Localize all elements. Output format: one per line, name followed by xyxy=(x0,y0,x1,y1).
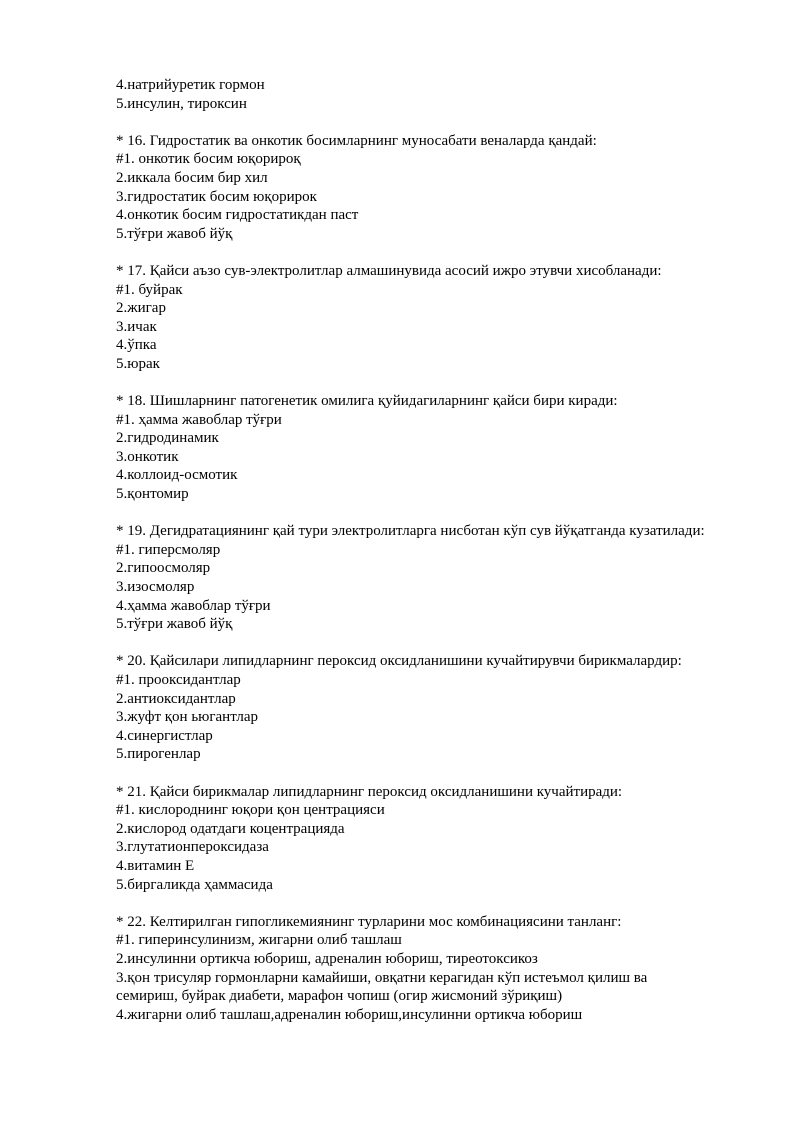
spacer xyxy=(116,243,756,262)
option: 4.коллоид-осмотик xyxy=(116,467,238,484)
option: 2.жигар xyxy=(116,300,166,317)
option: 2.иккала босим бир хил xyxy=(116,169,268,186)
document-page xyxy=(116,76,756,1024)
option: 5.биргаликда ҳаммасида xyxy=(116,876,273,893)
option: 5.қонтомир xyxy=(116,486,189,503)
question-title: * 16. Гидростатик ва онкотик босимларнинг муносабати веналарда қандай: xyxy=(116,132,597,149)
option: 2.антиоксидантлар xyxy=(116,690,236,707)
option: 4.витамин Е xyxy=(116,857,195,874)
question-title: * 19. Дегидратациянинг қай тури электролитларга нисботан кўп сув йўқатганда кузатилади: xyxy=(116,523,705,540)
option: 4.онкотик босим гидростатикдан паст xyxy=(116,207,359,224)
question-20 xyxy=(116,652,756,764)
option: 2.кислород одатдаги коцентрацияда xyxy=(116,820,345,837)
option: 4.ўпка xyxy=(116,337,157,354)
option: 5.пирогенлар xyxy=(116,746,201,763)
option: 4.ҳамма жавоблар тўғри xyxy=(116,597,271,614)
spacer xyxy=(116,504,756,523)
option: #1. онкотик босим юқорироқ xyxy=(116,151,301,168)
question-17 xyxy=(116,262,756,374)
option: 3.қон трисуляр гормонларни камайиши, овқатни керагидан кўп истеъмол қилиш ва xyxy=(116,969,648,986)
option: #1. прооксидантлар xyxy=(116,672,241,688)
spacer xyxy=(116,113,756,132)
option: 5.инсулин, тироксин xyxy=(116,95,247,112)
spacer xyxy=(116,894,756,913)
option: #1. буйрак xyxy=(116,281,183,298)
spacer xyxy=(116,764,756,783)
question-title: * 22. Келтирилган гипогликемиянинг турларини мос комбинациясини танланг: xyxy=(116,913,622,930)
question-21 xyxy=(116,783,756,895)
option: 3.ичак xyxy=(116,318,157,335)
question-18 xyxy=(116,392,756,504)
option: 5.тўғри жавоб йўқ xyxy=(116,225,233,242)
option: 4.синергистлар xyxy=(116,727,213,744)
option: 3.изосмоляр xyxy=(116,579,195,596)
option: 4.натрийуретик гормон xyxy=(116,77,265,93)
spacer xyxy=(116,634,756,653)
option: 3.жуфт қон ьюгантлар xyxy=(116,709,259,726)
option: 5.тўғри жавоб йўқ xyxy=(116,616,233,633)
option: #1. гиперсмоляр xyxy=(116,541,221,558)
option: 3.гидростатик босим юқорирок xyxy=(116,188,317,205)
option: 2.гидродинамик xyxy=(116,430,219,447)
option: 2.инсулинни ортикча юбориш, адреналин юбориш, тиреотоксикоз xyxy=(116,950,538,967)
question-22 xyxy=(116,913,756,1025)
option-continuation: семириш, буйрак диабети, марафон чопиш (огир жисмоний зўриқиш) xyxy=(116,988,563,1005)
question-19 xyxy=(116,522,756,634)
option: 3.глутатионпероксидаза xyxy=(116,839,269,856)
option: 3.онкотик xyxy=(116,448,179,465)
option: #1. кислороднинг юқори қон центрацияси xyxy=(116,802,385,819)
top-options xyxy=(116,76,756,113)
option: 2.гипоосмоляр xyxy=(116,560,211,577)
spacer xyxy=(116,374,756,393)
question-title: * 21. Қайси бирикмалар липидларнинг пероксид оксидланишини кучайтиради: xyxy=(116,783,623,800)
question-title: * 17. Қайси аъзо сув-электролитлар алмашинувида асосий ижро этувчи хисобланади: xyxy=(116,262,662,279)
option: #1. гиперинсулинизм, жигарни олиб ташлаш xyxy=(116,932,402,949)
question-title: * 20. Қайсилари липидларнинг пероксид оксидланишини кучайтирувчи бирикмалардир: xyxy=(116,653,682,670)
question-16 xyxy=(116,132,756,244)
question-title: * 18. Шишларнинг патогенетик омилига қуйидагиларнинг қайси бири киради: xyxy=(116,393,618,410)
option: 4.жигарни олиб ташлаш,адреналин юбориш,инсулинни ортикча юбориш xyxy=(116,1006,583,1023)
option: 5.юрак xyxy=(116,355,160,372)
option: #1. ҳамма жавоблар тўғри xyxy=(116,411,282,428)
